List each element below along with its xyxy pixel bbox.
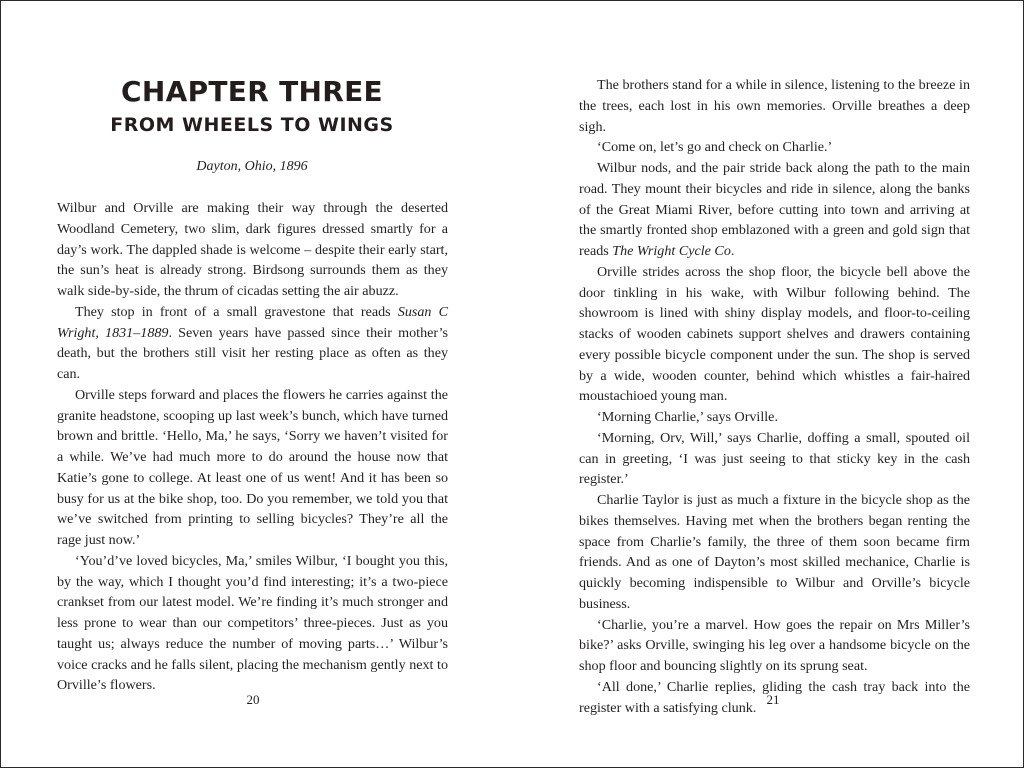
paragraph [579,158,970,262]
text-run: ‘All done,’ Charlie replies, gliding the cash tray back into the register with a satisfying clunk. [579,678,970,716]
text-run: . Seven years have passed since their mother’s death, but the brothers still visit her resting place as often as they can. [57,324,448,382]
chapter-title: CHAPTER THREE [121,75,383,108]
chapter-subtitle: FROM WHEELS TO WINGS [110,114,394,136]
text-run: ‘Charlie, you’re a marvel. How goes the repair on Mrs Miller’s bike?’ asks Orville, swinging his leg over a handsome bicycle on the shop floor and bouncing slightly on its sprung seat. [579,616,970,674]
paragraph [57,385,448,551]
text-run: Wilbur nods, and the pair stride back along the path to the main road. They mount their bicycles and ride in silence, along the banks of the Great Miami River, before cutting into town and arriving at the smartly fronted shop emblazoned with a green and gold sign that reads [579,160,970,259]
text-run: ‘Come on, let’s go and check on Charlie.’ [597,139,833,156]
dateline-text: Dayton, Ohio, 1896 [196,159,308,174]
text-run: Charlie Taylor is just as much a fixture in the bicycle shop as the bikes themselves. Having met when the brothers began renting the space from Charlie’s family, the three of them soon became firm friends. And as one of Dayton’s most skilled mechanice, Charlie is quickly becoming indispensible to Wilbur and Orville’s bicycle business. [579,492,970,612]
left-page [1,1,512,767]
left-body-text [57,198,448,696]
paragraph [579,407,970,428]
paragraph [579,262,970,407]
text-run: The brothers stand for a while in silence, listening to the breeze in the trees, each lost in his own memories. Orville breathes a deep sigh. [579,77,970,135]
paragraph [579,428,970,490]
italic-text: The Wright Cycle Co [612,243,731,259]
page-number-right: 21 [766,692,780,707]
right-body-text [579,75,970,718]
paragraph [57,551,448,696]
page-number-left: 20 [246,692,260,707]
paragraph [57,302,448,385]
italic-text: Susan C Wright, 1831–1889 [57,303,448,341]
right-page [512,1,1023,767]
text-run: Orville steps forward and places the flowers he carries against the granite headstone, scooping up last week’s bunch, which have turned brown and brittle. ‘Hello, Ma,’ he says, ‘Sorry we haven’t visited for a while. We’ve had much more to do around the house now that Katie’s gone to college. At least one of us went! And it has been so busy for us at the bike shop, too. Do you remember, we told you that we’ve switched from printing to selling bicycles? They’re all the rage just now.’ [57,386,448,548]
text-run: . [730,243,735,259]
paragraph [579,75,970,137]
text-run: ‘Morning Charlie,’ says Orville. [597,409,778,425]
text-run: Wilbur and Orville are making their way through the deserted Woodland Cemetery, two slim, dark figures dressed smartly for a day’s work. The dappled shade is welcome – despite their early start, the sun’s heat is already strong. Birdsong surrounds them as they walk side-by-side, the thrum of cicadas setting the air abuzz. [57,200,448,299]
paragraph [579,615,970,677]
paragraph [57,198,448,302]
text-run: They stop in front of a small gravestone that reads [75,303,398,320]
dateline [1,157,503,177]
text-run: ‘Morning, Orv, Will,’ says Charlie, doffing a small, spouted oil can in greeting, ‘I was just seeing to that sticky key in the cash register.’ [579,429,970,488]
paragraph [579,490,970,615]
text-run: Orville strides across the shop floor, the bicycle bell above the door tinkling in his wake, with Wilbur following behind. The showroom is lined with shiny display models, and floor-to-ceiling stacks of wooden cabinets support shelves and drawers containing every possible bicycle component under the sun. The shop is served by a wide, wooden counter, behind which whistles a fair-haired moustachioed young man. [579,263,970,405]
paragraph [579,137,970,158]
text-run: ‘You’d’ve loved bicycles, Ma,’ smiles Wilbur, ‘I bought you this, by the way, which I thought you’d find interesting; it’s a two-piece crankset from our latest model. We’re finding it’s much stronger and less prone to wear than our competitors’ three-pieces. Just as you taught us; always reduce the number of moving parts…’ Wilbur’s voice cracks and he falls silent, placing the mechanism gently next to Orville’s flowers. [57,552,448,694]
